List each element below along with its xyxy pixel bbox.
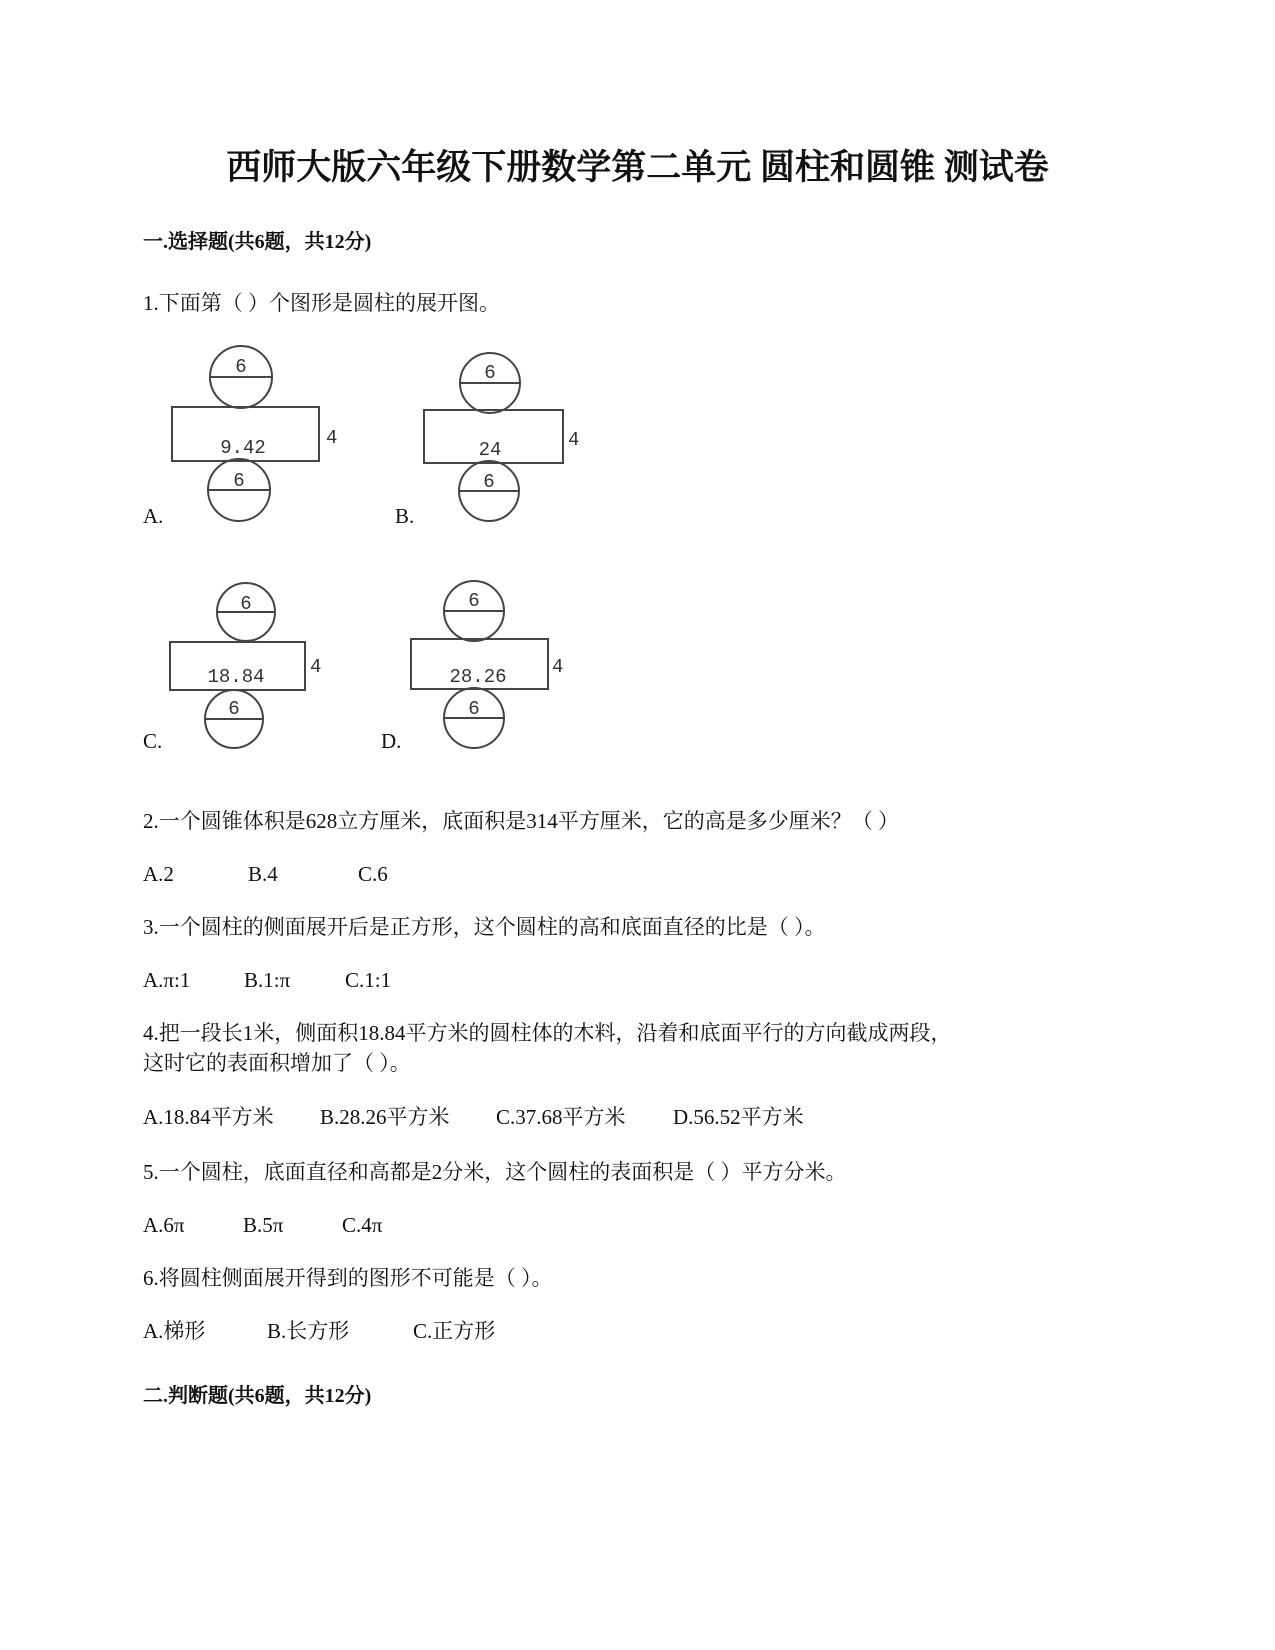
- svg-text:6: 6: [483, 471, 495, 493]
- figure-a-label: A.: [143, 504, 164, 528]
- question-4-line2: 这时它的表面积增加了（ ）。: [143, 1051, 411, 1075]
- svg-text:24: 24: [478, 439, 502, 461]
- question-5: 5.一个圆柱，底面直径和高都是2分米，这个圆柱的表面积是（ ）平方分米。: [143, 1160, 847, 1184]
- q2-option-a: A.2: [143, 862, 174, 886]
- q6-option-b: B.长方形: [267, 1319, 350, 1343]
- svg-text:6: 6: [233, 470, 245, 492]
- svg-text:6: 6: [468, 590, 480, 612]
- q6-option-a: A.梯形: [143, 1319, 206, 1343]
- figure-c-net: [170, 583, 321, 748]
- q5-option-a: A.6π: [143, 1213, 185, 1237]
- question-3: 3.一个圆柱的侧面展开后是正方形，这个圆柱的高和底面直径的比是（ ）。: [143, 915, 826, 939]
- question-6: 6.将圆柱侧面展开得到的图形不可能是（ ）。: [143, 1266, 553, 1290]
- q3-option-a: A.π:1: [143, 968, 191, 992]
- svg-text:18.84: 18.84: [207, 666, 265, 688]
- svg-text:6: 6: [228, 698, 240, 720]
- question-1: 1.下面第（ ）个图形是圆柱的展开图。: [143, 291, 500, 315]
- figure-b-net: [424, 353, 579, 521]
- svg-text:9.42: 9.42: [220, 437, 266, 459]
- page-title: 西师大版六年级下册数学第二单元 圆柱和圆锥 测试卷: [226, 148, 1049, 187]
- figure-d-net: [411, 581, 563, 748]
- figure-c-label: C.: [143, 729, 163, 753]
- q5-option-b: B.5π: [243, 1213, 284, 1237]
- q3-option-c: C.1:1: [345, 968, 392, 992]
- figure-d-label: D.: [381, 729, 402, 753]
- q2-option-b: B.4: [248, 862, 278, 886]
- section-heading-choice: 一.选择题(共6题，共12分): [143, 231, 372, 253]
- q4-option-b: B.28.26平方米: [320, 1105, 450, 1129]
- figure-a-net: [172, 346, 337, 521]
- q2-option-c: C.6: [358, 862, 388, 886]
- q6-option-c: C.正方形: [413, 1319, 496, 1343]
- section-heading-judgement: 二.判断题(共6题，共12分): [143, 1385, 372, 1407]
- svg-text:6: 6: [484, 362, 496, 384]
- svg-text:6: 6: [240, 593, 252, 615]
- svg-text:4: 4: [326, 427, 338, 449]
- figure-b-label: B.: [395, 504, 415, 528]
- q5-option-c: C.4π: [342, 1213, 383, 1237]
- q3-option-b: B.1:π: [244, 968, 291, 992]
- svg-text:4: 4: [552, 656, 564, 678]
- svg-text:6: 6: [235, 356, 247, 378]
- svg-text:28.26: 28.26: [449, 666, 507, 688]
- figure-a: [0, 0, 1275, 800]
- question-2: 2.一个圆锥体积是628立方厘米，底面积是314平方厘米，它的高是多少厘米？（ ）: [143, 809, 899, 833]
- q4-option-d: D.56.52平方米: [673, 1105, 804, 1129]
- svg-text:6: 6: [468, 698, 480, 720]
- q4-option-c: C.37.68平方米: [496, 1105, 626, 1129]
- svg-text:4: 4: [568, 429, 580, 451]
- svg-text:4: 4: [310, 656, 322, 678]
- question-4: 4.把一段长1米，侧面积18.84平方米的圆柱体的木料，沿着和底面平行的方向截成两段，: [143, 1021, 952, 1045]
- q4-option-a: A.18.84平方米: [143, 1105, 274, 1129]
